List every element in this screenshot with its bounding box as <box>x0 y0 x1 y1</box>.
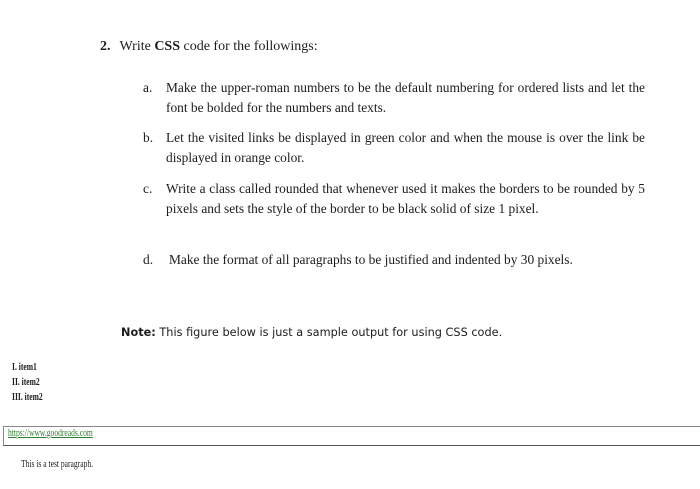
question-number: 2. <box>100 39 111 54</box>
item-letter: b. <box>143 130 154 145</box>
sample-output <box>0 356 700 489</box>
sample-list-item: III. item2 <box>12 392 43 403</box>
sample-paragraph: This is a test paragraph. <box>21 459 94 470</box>
item-letter: c. <box>143 181 153 196</box>
sample-link[interactable]: https://www.goodreads.com <box>8 428 93 439</box>
item-letter: d. <box>143 252 154 267</box>
question-text-before: Write <box>119 39 155 54</box>
note-label: Note: <box>121 326 156 339</box>
item-letter: a. <box>143 80 153 95</box>
sample-rounded-box <box>3 426 700 446</box>
sample-list-item: I. item1 <box>12 362 37 373</box>
question-text-after: code for the followings: <box>180 39 318 54</box>
sample-list-item: II. item2 <box>12 377 40 388</box>
question-text-bold: CSS <box>154 39 180 54</box>
note-text: This figure below is just a sample output for using CSS code. <box>155 326 503 339</box>
item-text: Write a class called rounded that whenever used it makes the borders to be rounded by 5 pixels and sets the style of the border to be black solid of size 1 pixel. <box>166 181 645 216</box>
item-text: Make the upper-roman numbers to be the default numbering for ordered lists and let the font be bolded for the numbers and texts. <box>166 80 645 115</box>
question-heading <box>100 39 318 55</box>
note <box>121 326 502 339</box>
sample-ordered-list <box>12 360 43 405</box>
item-text: Let the visited links be displayed in green color and when the mouse is over the link be displayed in orange color. <box>166 130 645 165</box>
item-text: Make the format of all paragraphs to be justified and indented by 30 pixels. <box>169 252 573 267</box>
